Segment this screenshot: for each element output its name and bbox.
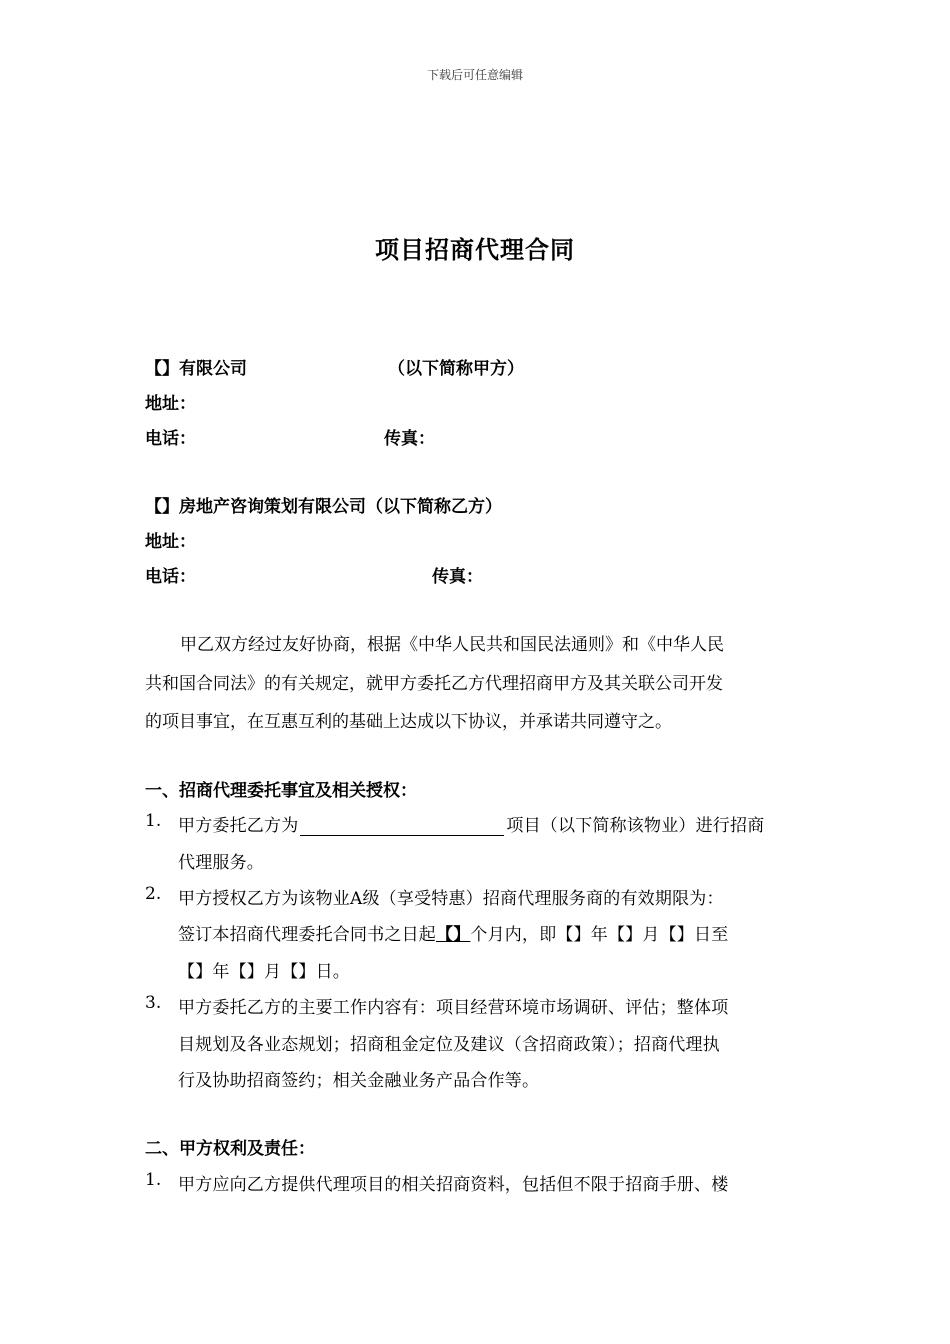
preamble-line: 共和国合同法》的有关规定，就甲方委托乙方代理招商甲方及其关联公司开发 xyxy=(145,674,723,694)
section-1-item-3-line-3: 行及协助招商签约；相关金融业务产品合作等。 xyxy=(178,1071,540,1091)
party-b-phone-label: 电话： xyxy=(145,567,196,587)
project-name-blank xyxy=(300,817,504,836)
item-number: 3. xyxy=(145,993,162,1013)
item-number: 1. xyxy=(145,811,162,831)
item-text: 签订本招商代理委托合同书之日起 xyxy=(178,925,436,945)
section-2-item-1-line-1: 甲方应向乙方提供代理项目的相关招商资料，包括但不限于招商手册、楼 xyxy=(178,1175,729,1195)
section-1-heading: 一、招商代理委托事宜及相关授权： xyxy=(145,781,417,801)
section-1-item-2-line-1: 甲方授权乙方为该物业A级（享受特惠）招商代理服务商的有效期限为： xyxy=(178,889,724,909)
item-number: 1. xyxy=(145,1170,162,1190)
party-b-name: 【】房地产咨询策划有限公司（以下简称乙方） xyxy=(145,497,502,517)
document-title: 项目招商代理合同 xyxy=(375,236,575,264)
section-1-item-1-line-1 xyxy=(178,811,764,836)
item-text: 个月内，即【】年【】月【】日至 xyxy=(470,925,729,945)
party-a-alias: （以下简称甲方） xyxy=(388,359,524,379)
preamble-line: 甲乙双方经过友好协商，根据《中华人民共和国民法通则》和《中华人民 xyxy=(180,635,724,655)
preamble-line: 的项目事宜，在互惠互利的基础上达成以下协议，并承诺共同遵守之。 xyxy=(145,712,672,732)
section-1-item-1-line-2: 代理服务。 xyxy=(178,853,264,873)
months-blank: 【】 xyxy=(436,925,471,945)
section-2-heading: 二、甲方权利及责任： xyxy=(145,1139,315,1159)
section-1-item-3-line-2: 目规划及各业态规划；招商租金定位及建议（含招商政策）；招商代理执 xyxy=(178,1035,720,1055)
party-b-fax-label: 传真： xyxy=(432,567,483,587)
section-1-item-2-line-3: 【】年【】月【】日。 xyxy=(178,962,350,982)
party-a-address-label: 地址： xyxy=(145,394,196,414)
section-1-item-3-line-1: 甲方委托乙方的主要工作内容有：项目经营环境市场调研、评估；整体项 xyxy=(178,998,729,1018)
party-a-fax-label: 传真： xyxy=(384,429,435,449)
party-a-phone-label: 电话： xyxy=(145,429,196,449)
item-text: 项目（以下简称该物业）进行招商 xyxy=(506,816,765,836)
item-text: 甲方委托乙方为 xyxy=(178,816,299,836)
item-number: 2. xyxy=(145,884,162,904)
section-1-item-2-line-2 xyxy=(178,920,728,945)
header-note: 下载后可任意编辑 xyxy=(426,68,523,82)
party-b-address-label: 地址： xyxy=(145,532,196,552)
party-a-name: 【】有限公司 xyxy=(145,359,247,379)
